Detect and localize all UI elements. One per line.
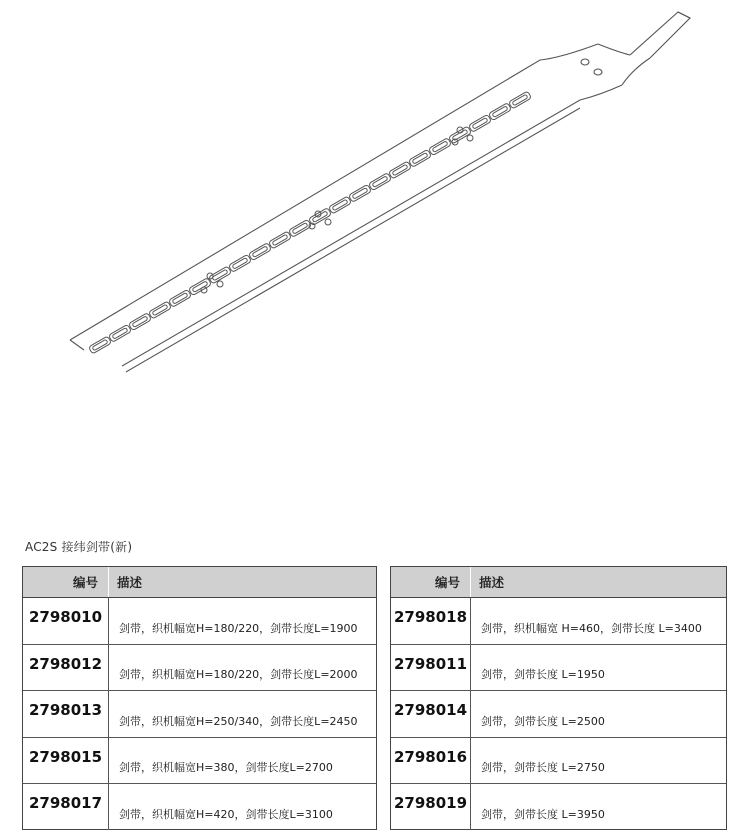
tape-slot-inner [492,106,508,117]
tape-slot-inner [252,246,268,257]
tape-slot-inner [432,141,448,152]
header-desc: 描述 [117,575,143,590]
tape-slot-inner [152,304,168,315]
part-code: 2798017 [23,784,109,830]
tip-hole-icon [581,59,589,65]
tape-slot-inner [472,118,488,129]
header-desc: 描述 [479,575,505,590]
part-code: 2798012 [23,645,109,691]
part-code: 2798013 [23,691,109,737]
tape-slot [288,219,311,237]
tape-slot [388,161,411,179]
table-row [391,598,726,645]
tape-slot [148,301,171,319]
section-title: AC2S 接纬剑带(新) [25,540,133,554]
tape-slot [468,114,491,132]
tape-slot-inner [212,269,228,280]
tape-slot-inner [92,339,108,350]
tape-slot [128,313,151,331]
table-row [391,691,726,738]
part-desc: 剑带，织机幅宽H=420，剑带长度L=3100 [119,807,333,821]
part-desc: 剑带，织机幅宽H=180/220，剑带长度L=1900 [119,621,358,635]
part-code: 2798016 [391,738,471,784]
header-code: 编号 [23,567,109,597]
header-code: 编号 [391,567,471,597]
tape-slot [348,184,371,202]
tape-slot [488,103,511,121]
parts-table-left [22,566,377,830]
tape-slot-inner [112,328,128,339]
part-desc: 剑带，剑带长度 L=2750 [481,761,605,775]
tape-slot [328,196,351,214]
tape-slot [428,138,451,156]
tape-slot-inner [372,176,388,187]
tape-slot-inner [172,293,188,304]
tape-slot [88,336,111,354]
part-desc: 剑带，织机幅宽H=180/220，剑带长度L=2000 [119,668,358,682]
tape-slot-inner [332,199,348,210]
tape-slot [408,149,431,167]
parts-table-right [390,566,727,830]
part-code: 2798019 [391,784,471,830]
tape-slot-inner [272,234,288,245]
tape-slot-inner [232,258,248,269]
tape-slot-inner [132,316,148,327]
part-desc: 剑带，织机幅宽H=250/340，剑带长度L=2450 [119,714,358,728]
tape-slot [508,91,531,109]
tape-slot-inner [412,153,428,164]
tape-slot [248,243,271,261]
table-row [23,598,376,645]
table-row [391,645,726,692]
tape-slot-inner [292,223,308,234]
tape-slot [228,254,251,272]
tip-hole-icon [594,69,602,75]
part-desc: 剑带，剑带长度 L=1950 [481,668,605,682]
part-desc: 剑带，织机幅宽 H=460，剑带长度 L=3400 [481,621,702,635]
part-desc: 剑带，织机幅宽H=380，剑带长度L=2700 [119,761,333,775]
table-row [23,784,376,830]
part-desc: 剑带，剑带长度 L=3950 [481,807,605,821]
rapier-tape-illustration [0,0,752,400]
part-code: 2798015 [23,738,109,784]
tape-slot-inner [352,188,368,199]
part-code: 2798014 [391,691,471,737]
tape-slot [268,231,291,249]
part-code: 2798011 [391,645,471,691]
tape-slot-inner [512,94,528,105]
tape-slot-inner [192,281,208,292]
part-code: 2798018 [391,598,471,644]
table-row [23,738,376,785]
table-row [391,738,726,785]
table-row [23,645,376,692]
part-desc: 剑带，剑带长度 L=2500 [481,714,605,728]
tape-slot [168,289,191,307]
part-code: 2798010 [23,598,109,644]
table-row [391,784,726,830]
tape-slot [108,324,131,342]
table-header [23,567,376,598]
tape-slot [368,173,391,191]
tape-slot-inner [392,164,408,175]
tape-slot [188,278,211,296]
table-header [391,567,726,598]
table-row [23,691,376,738]
